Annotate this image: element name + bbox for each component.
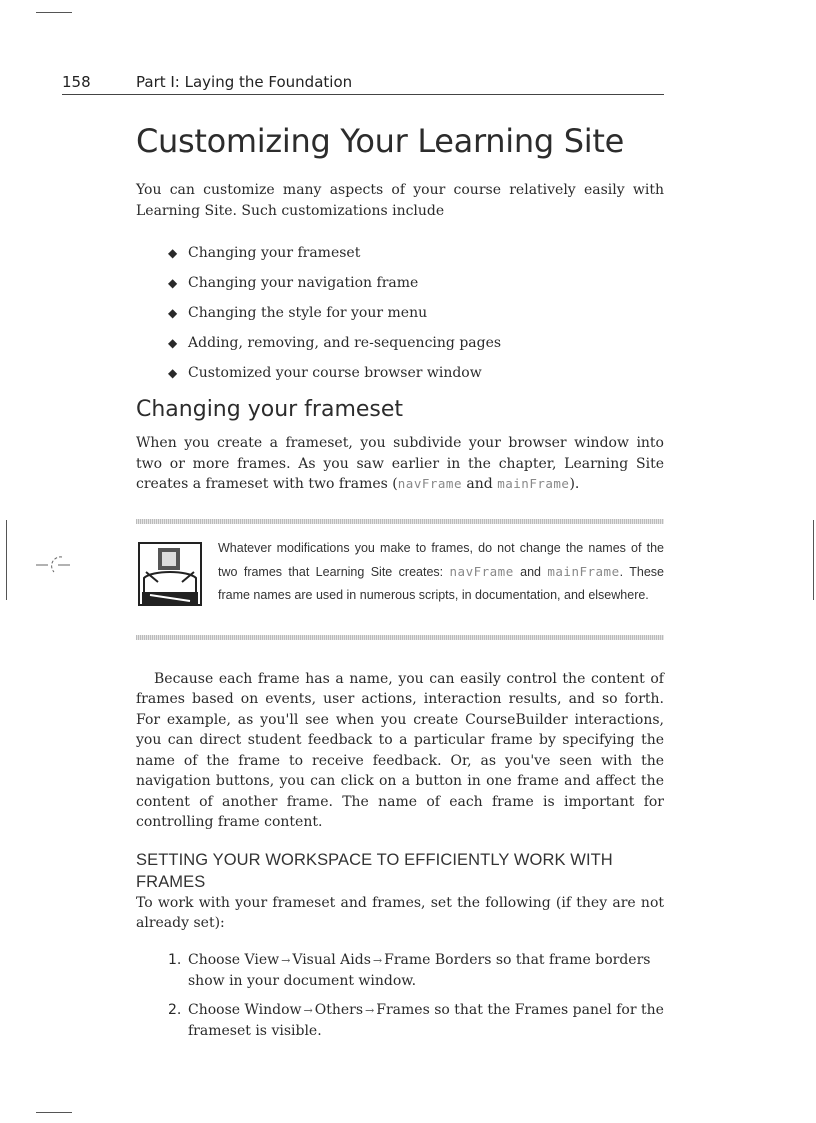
intro-paragraph: You can customize many aspects of your course relatively easily with Learning Site. Such customizations include <box>136 182 664 219</box>
section-heading-workspace: SETTING YOUR WORKSPACE TO EFFICIENTLY WORK WITH FRAMES <box>136 850 613 891</box>
note-top-rule <box>136 519 664 524</box>
code-mainframe: mainFrame <box>547 563 620 579</box>
crop-mark-top <box>36 12 72 13</box>
crop-mark-left <box>6 520 7 600</box>
part-title: Part I: Laying the Foundation <box>136 73 353 91</box>
list-item: ◆ Adding, removing, and re-sequencing pages <box>168 335 502 351</box>
workspace-steps <box>136 950 664 1042</box>
frame-names-paragraph: Because each frame has a name, you can easily control the content of frames based on events, user actions, interaction results, and so forth. For example, as you'll see when you create CourseBuilder interactions, you can direct student feedback to a particular frame by specifying the name of the frame to receive feedback. Or, as you've seen with the navigation buttons, you can click on a button in one frame and affect the content of another frame. The name of each frame is important for controlling frame content. <box>136 670 664 830</box>
list-item: ◆ Changing your frameset <box>168 245 361 261</box>
arrow-icon: → <box>303 1003 313 1017</box>
note-bottom-rule <box>136 635 664 640</box>
caution-icon <box>138 542 202 606</box>
page-content <box>136 118 664 1050</box>
list-item: ◆ Changing the style for your menu <box>168 305 428 321</box>
page-number: 158 <box>62 73 91 91</box>
running-header <box>62 72 664 95</box>
list-item: 1. Choose View → Visual Aids → Frame Borders so that frame borders show in your document window. <box>168 951 651 989</box>
crop-mark-bottom <box>36 1112 72 1113</box>
list-item: ◆ Customized your course browser window <box>168 365 482 381</box>
list-item: ◆ Changing your navigation frame <box>168 275 419 291</box>
diamond-bullet-icon: ◆ <box>168 306 178 320</box>
diamond-bullet-icon: ◆ <box>168 246 178 260</box>
customization-list <box>136 243 664 383</box>
arrow-icon: → <box>372 953 383 967</box>
code-navframe: navFrame <box>397 476 462 491</box>
diamond-bullet-icon: ◆ <box>168 336 178 350</box>
code-mainframe: mainFrame <box>497 476 570 491</box>
registration-mark <box>28 550 78 580</box>
code-navframe: navFrame <box>449 563 514 579</box>
workspace-intro: To work with your frameset and frames, set the following (if they are not already set): <box>136 894 664 931</box>
crop-mark-right <box>813 520 814 600</box>
caution-note <box>136 519 664 647</box>
arrow-icon: → <box>281 953 291 967</box>
page-title: Customizing Your Learning Site <box>136 122 624 160</box>
diamond-bullet-icon: ◆ <box>168 276 178 290</box>
section-heading-frameset: Changing your frameset <box>136 397 404 422</box>
arrow-icon: → <box>365 1003 375 1017</box>
diamond-bullet-icon: ◆ <box>168 366 178 380</box>
list-item: 2. Choose Window → Others → Frames so that the Frames panel for the frameset is visible. <box>168 1001 664 1039</box>
caution-text: Whatever modifications you make to frames, do not change the names of the two frames that Learning Site creates: navFrame and mainFrame. These frame names are used in numerous scripts, in documentation, and elsewhere. <box>218 540 664 602</box>
frameset-paragraph: When you create a frameset, you subdivide your browser window into two or more frames. As you saw earlier in the chapter, Learning Site creates a frameset with two frames (navFrame and mainFrame). <box>136 435 664 492</box>
